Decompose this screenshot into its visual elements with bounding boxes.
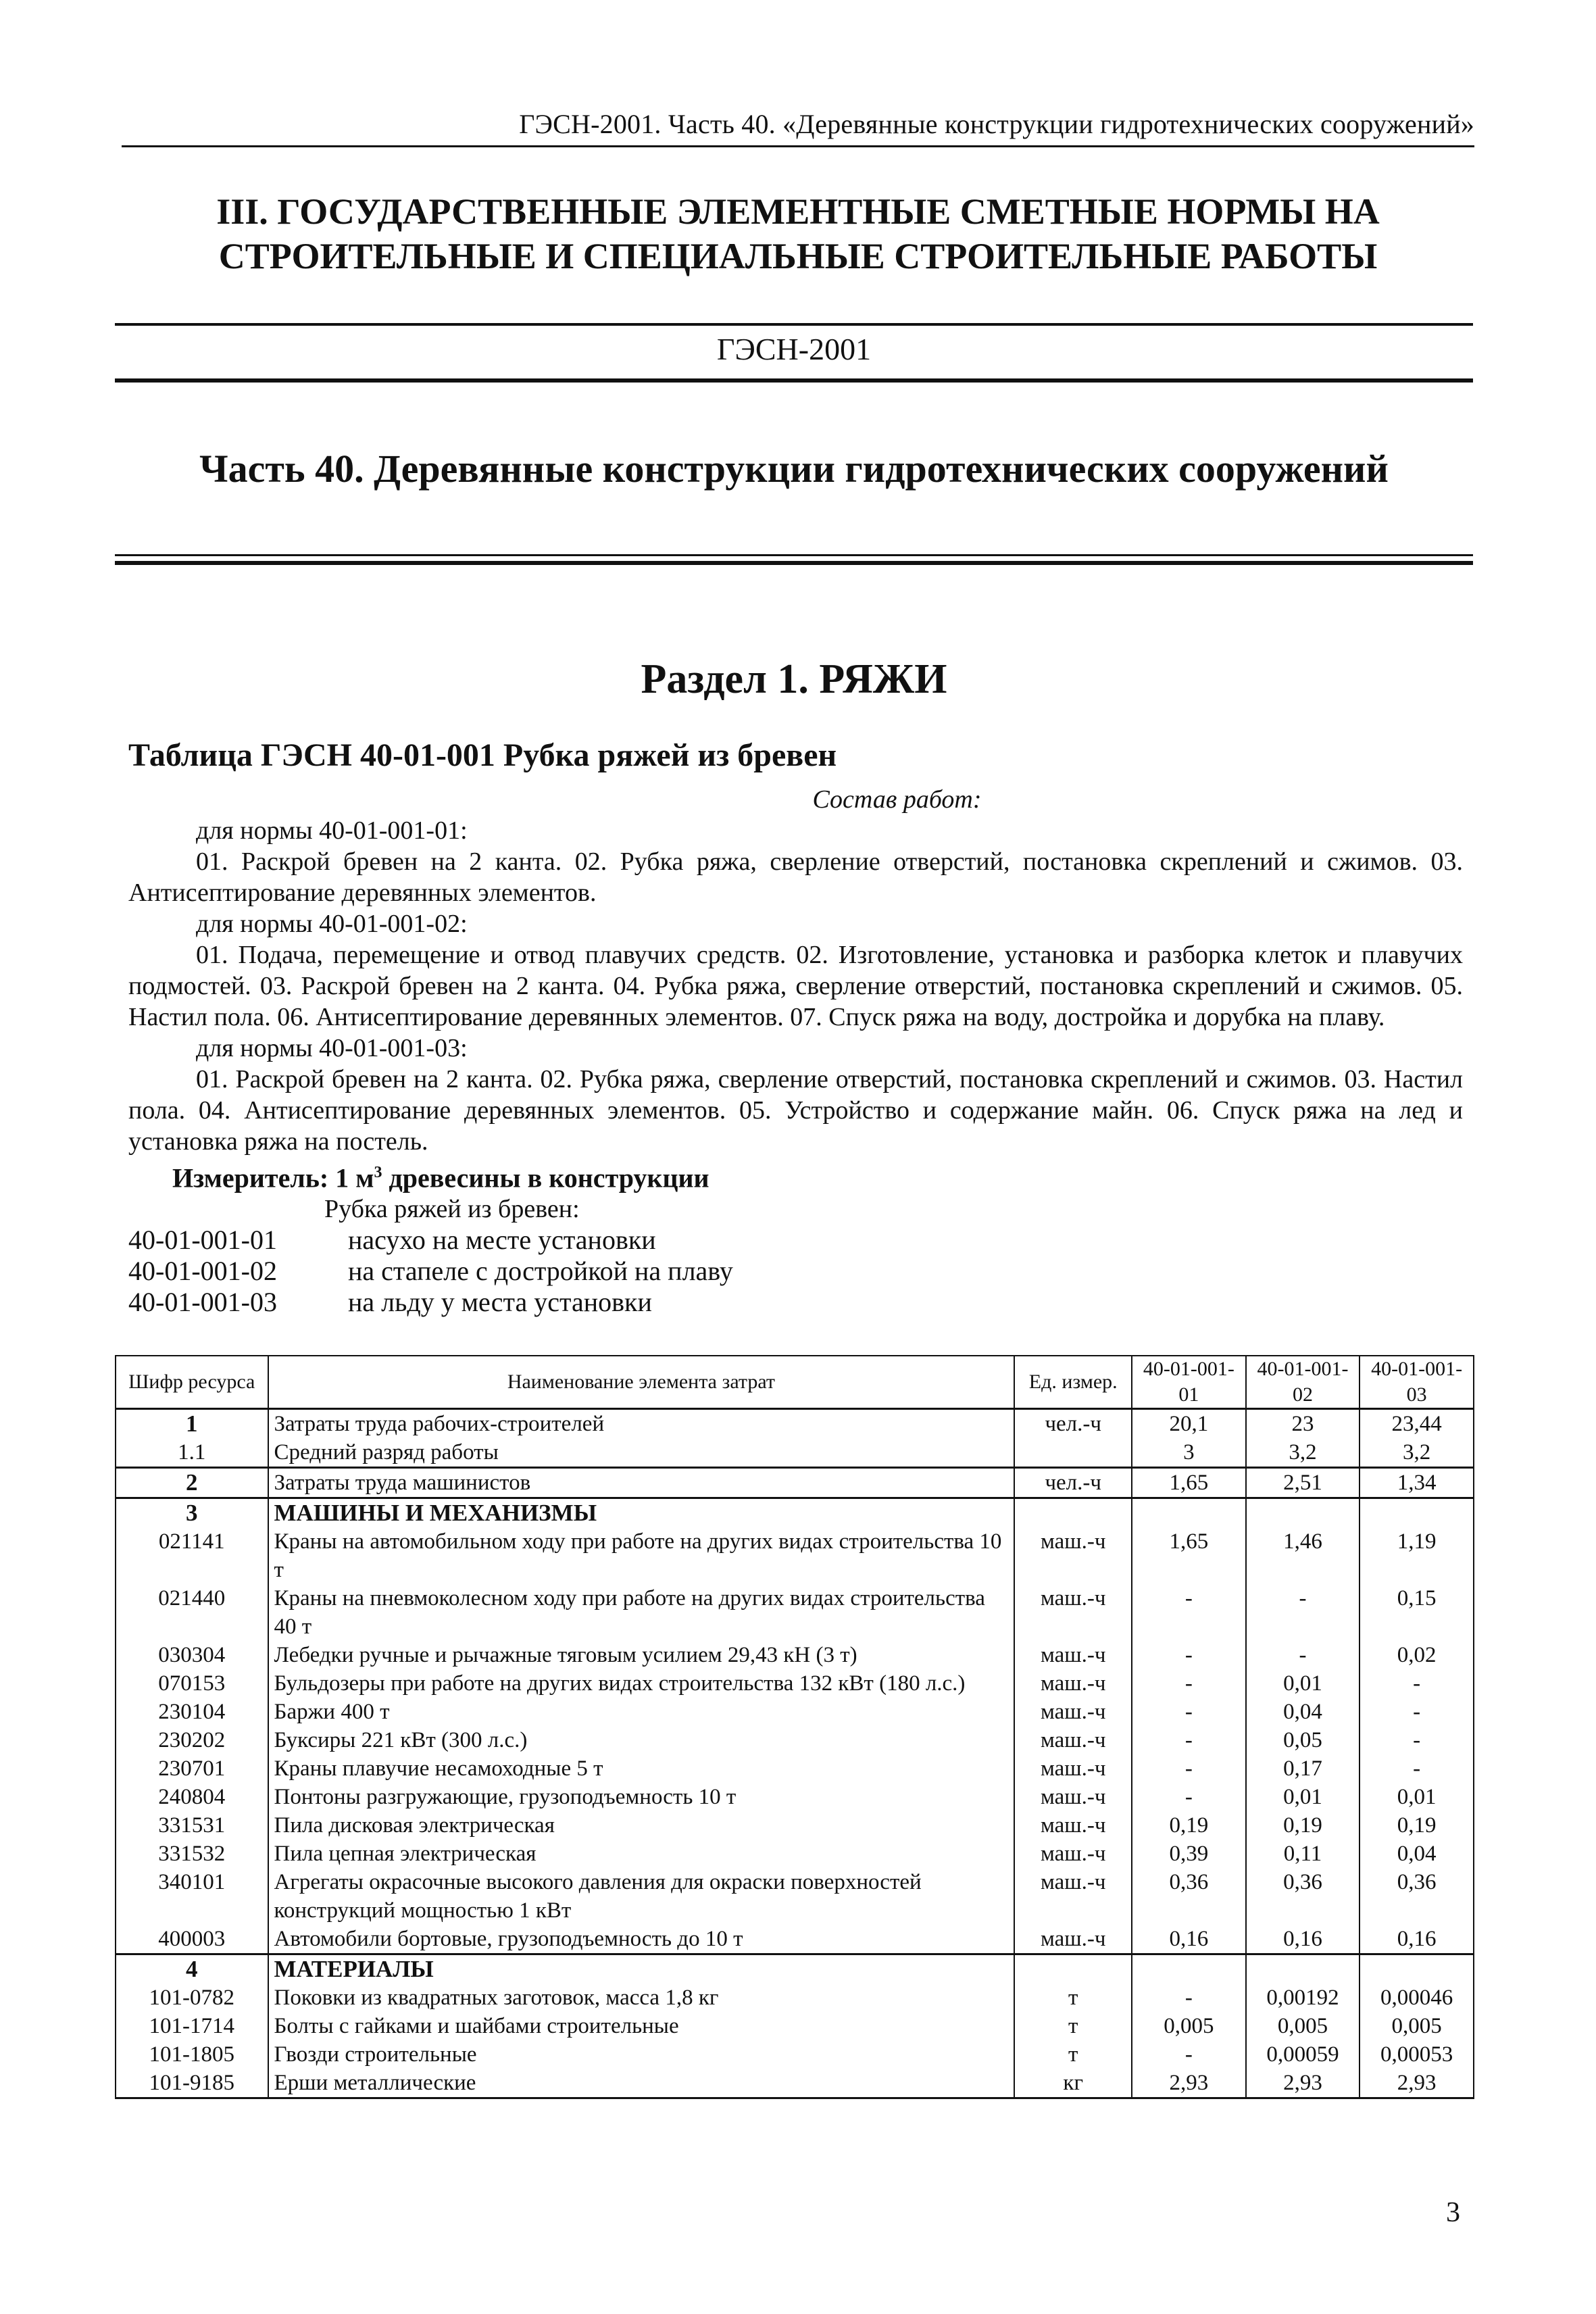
page-number: 3	[1446, 2197, 1460, 2228]
cell-value-1: 0,005	[1132, 2012, 1246, 2040]
norm-code-desc: насухо на месте установки	[348, 1225, 656, 1256]
cell-value-1: 3	[1132, 1438, 1246, 1468]
cell-value-1: -	[1132, 1698, 1246, 1726]
cell-code: 021141	[116, 1527, 268, 1584]
cell-unit: маш.-ч	[1014, 1698, 1132, 1726]
table-row	[116, 2012, 1474, 2040]
table-row	[116, 1754, 1474, 1783]
table-header-row	[116, 1356, 1474, 1409]
header-name: Наименование элемента затрат	[268, 1356, 1015, 1409]
cell-code: 1	[116, 1409, 268, 1439]
cell-code: 230202	[116, 1726, 268, 1754]
cell-name: МАШИНЫ И МЕХАНИЗМЫ	[268, 1498, 1015, 1528]
cell-value-3: 0,15	[1360, 1584, 1474, 1641]
cell-value-2: 0,00192	[1246, 1984, 1360, 2012]
header-col-2: 40-01-001-02	[1246, 1356, 1360, 1409]
cell-code: 230701	[116, 1754, 268, 1783]
table-row	[116, 1669, 1474, 1698]
cell-value-1: 1,65	[1132, 1527, 1246, 1584]
cell-unit: маш.-ч	[1014, 1783, 1132, 1811]
table-row	[116, 2069, 1474, 2098]
cell-value-2	[1246, 1954, 1360, 1984]
cell-unit: т	[1014, 2040, 1132, 2069]
cell-value-2	[1246, 1498, 1360, 1528]
cell-value-2: 0,01	[1246, 1783, 1360, 1811]
table-row	[116, 1811, 1474, 1840]
cell-unit: кг	[1014, 2069, 1132, 2098]
table-row	[116, 1925, 1474, 1954]
measurer	[128, 1157, 1463, 1193]
norm-label: для нормы 40-01-001-02:	[196, 910, 468, 938]
cell-value-2: -	[1246, 1641, 1360, 1669]
cell-code: 030304	[116, 1641, 268, 1669]
header-col-1: 40-01-001-01	[1132, 1356, 1246, 1409]
table-row	[116, 1498, 1474, 1528]
cell-unit: маш.-ч	[1014, 1754, 1132, 1783]
cell-value-3: -	[1360, 1726, 1474, 1754]
cell-name: Агрегаты окрасочные высокого давления для окраски поверхностей конструкций мощностью 1 кВт	[268, 1868, 1015, 1925]
cell-value-2: 1,46	[1246, 1527, 1360, 1584]
part-title-line-1: III. ГОСУДАРСТВЕННЫЕ ЭЛЕМЕНТНЫЕ СМЕТНЫЕ НОРМЫ НА	[216, 191, 1380, 232]
table-row	[116, 1840, 1474, 1868]
cell-value-1: 0,19	[1132, 1811, 1246, 1840]
norm-code: 40-01-001-03	[128, 1287, 277, 1318]
cell-value-3: 0,04	[1360, 1840, 1474, 1868]
cell-value-1: -	[1132, 1726, 1246, 1754]
table-row	[116, 1527, 1474, 1584]
cell-code: 070153	[116, 1669, 268, 1698]
cell-name: Краны плавучие несамоходные 5 т	[268, 1754, 1015, 1783]
cell-value-1: 2,93	[1132, 2069, 1246, 2098]
cell-value-2: 2,93	[1246, 2069, 1360, 2098]
cell-value-1: 0,39	[1132, 1840, 1246, 1868]
cell-value-3: 0,02	[1360, 1641, 1474, 1669]
cell-value-3: 0,36	[1360, 1868, 1474, 1925]
running-head: ГЭСН-2001. Часть 40. «Деревянные конструкции гидротехнических сооружений»	[122, 108, 1474, 147]
cell-value-3: 23,44	[1360, 1409, 1474, 1439]
cell-value-1: -	[1132, 2040, 1246, 2069]
cell-name: МАТЕРИАЛЫ	[268, 1954, 1015, 1984]
cell-name: Понтоны разгружающие, грузоподъемность 10 т	[268, 1783, 1015, 1811]
cell-unit: т	[1014, 1984, 1132, 2012]
cell-unit: маш.-ч	[1014, 1840, 1132, 1868]
cell-value-2: 0,005	[1246, 2012, 1360, 2040]
cell-unit: чел.-ч	[1014, 1468, 1132, 1498]
table-row	[116, 1783, 1474, 1811]
cell-unit: т	[1014, 2012, 1132, 2040]
cell-unit	[1014, 1498, 1132, 1528]
cost-table	[115, 1355, 1474, 2099]
cell-value-2: 0,00059	[1246, 2040, 1360, 2069]
cell-value-3: 1,19	[1360, 1527, 1474, 1584]
cell-code: 230104	[116, 1698, 268, 1726]
cell-code: 4	[116, 1954, 268, 1984]
cell-name: Гвозди строительные	[268, 2040, 1015, 2069]
part-title-line-2: СТРОИТЕЛЬНЫЕ И СПЕЦИАЛЬНЫЕ СТРОИТЕЛЬНЫЕ РАБОТЫ	[218, 236, 1378, 276]
norm-text: 01. Раскрой бревен на 2 канта. 02. Рубка ряжа, сверление отверстий, постановка скреплений и сжимов. 03. Настил пола. 04. Антисептирование деревянных элементов. 05. Устройство и содержание майн. 06. Спуск ряжа на лед и установка ряжа на постель.	[128, 1065, 1463, 1156]
norm-text: 01. Подача, перемещение и отвод плавучих средств. 02. Изготовление, установка и разборка клеток и плавучих подмостей. 03. Раскрой бревен на 2 канта. 04. Рубка ряжа, сверление отверстий, постановка скреплений и сжимов. 05. Настил пола. 06. Антисептирование деревянных элементов. 07. Спуск ряжа на воду, достройка и дорубка на плаву.	[128, 941, 1463, 1031]
cell-code: 021440	[116, 1584, 268, 1641]
cell-code: 101-1805	[116, 2040, 268, 2069]
cell-value-3: 0,00046	[1360, 1984, 1474, 2012]
header-code: Шифр ресурса	[116, 1356, 268, 1409]
composition-label: Состав работ:	[812, 785, 982, 814]
cell-unit: маш.-ч	[1014, 1669, 1132, 1698]
cell-value-1: 0,16	[1132, 1925, 1246, 1954]
cell-value-1: -	[1132, 1783, 1246, 1811]
divider	[115, 561, 1473, 565]
cell-value-2: 0,11	[1246, 1840, 1360, 1868]
norm-code-row	[128, 1287, 1463, 1318]
cell-value-2: 0,36	[1246, 1868, 1360, 1925]
table-row	[116, 1468, 1474, 1498]
table-row	[116, 2040, 1474, 2069]
cell-value-1: -	[1132, 1669, 1246, 1698]
cell-unit: маш.-ч	[1014, 1641, 1132, 1669]
cell-unit: маш.-ч	[1014, 1527, 1132, 1584]
cell-value-1	[1132, 1498, 1246, 1528]
cell-name: Средний разряд работы	[268, 1438, 1015, 1468]
cell-value-3: 0,16	[1360, 1925, 1474, 1954]
cell-name: Пила дисковая электрическая	[268, 1811, 1015, 1840]
cell-value-1: -	[1132, 1641, 1246, 1669]
cell-value-1	[1132, 1954, 1246, 1984]
cell-value-3: -	[1360, 1698, 1474, 1726]
norm-label: для нормы 40-01-001-01:	[196, 816, 468, 845]
cell-value-2: 0,19	[1246, 1811, 1360, 1840]
section-heading: Раздел 1. РЯЖИ	[641, 656, 947, 702]
table-body	[116, 1409, 1474, 2098]
cell-value-1: 0,36	[1132, 1868, 1246, 1925]
norm-text: 01. Раскрой бревен на 2 канта. 02. Рубка ряжа, сверление отверстий, постановка скреплений и сжимов. 03. Антисептирование деревянных элементов.	[128, 847, 1463, 907]
cell-name: Затраты труда рабочих-строителей	[268, 1409, 1015, 1439]
table-row	[116, 1954, 1474, 1984]
cell-unit: маш.-ч	[1014, 1925, 1132, 1954]
cell-value-3: 0,005	[1360, 2012, 1474, 2040]
table-row	[116, 1438, 1474, 1468]
cell-unit: чел.-ч	[1014, 1409, 1132, 1439]
cell-value-2: 3,2	[1246, 1438, 1360, 1468]
cell-unit: маш.-ч	[1014, 1811, 1132, 1840]
norm-label: для нормы 40-01-001-03:	[196, 1034, 468, 1062]
cell-name: Поковки из квадратных заготовок, масса 1,8 кг	[268, 1984, 1015, 2012]
cell-name: Баржи 400 т	[268, 1698, 1015, 1726]
divider	[115, 378, 1473, 383]
cell-name: Краны на пневмоколесном ходу при работе на других видах строительства 40 т	[268, 1584, 1015, 1641]
norm-code-row	[128, 1225, 1463, 1256]
norm-code-desc: на льду у места установки	[348, 1287, 652, 1318]
work-composition	[128, 784, 1463, 1318]
cell-code: 101-1714	[116, 2012, 268, 2040]
cell-unit: маш.-ч	[1014, 1726, 1132, 1754]
cell-code: 2	[116, 1468, 268, 1498]
cell-value-2: -	[1246, 1584, 1360, 1641]
cell-value-2: 2,51	[1246, 1468, 1360, 1498]
cell-value-1: 1,65	[1132, 1468, 1246, 1498]
table-row	[116, 1868, 1474, 1925]
table-row	[116, 1698, 1474, 1726]
table-row	[116, 1726, 1474, 1754]
cell-name: Бульдозеры при работе на других видах строительства 132 кВт (180 л.с.)	[268, 1669, 1015, 1698]
cell-unit: маш.-ч	[1014, 1868, 1132, 1925]
norm-code: 40-01-001-01	[128, 1225, 277, 1256]
cell-value-2: 0,16	[1246, 1925, 1360, 1954]
table-title: Таблица ГЭСН 40-01-001 Рубка ряжей из бревен	[128, 737, 837, 773]
norm-subtitle: Рубка ряжей из бревен:	[324, 1195, 580, 1224]
divider	[115, 323, 1473, 326]
cell-name: Буксиры 221 кВт (300 л.с.)	[268, 1726, 1015, 1754]
table-row	[116, 1409, 1474, 1439]
part-title	[135, 189, 1461, 278]
header-unit: Ед. измер.	[1014, 1356, 1132, 1409]
measurer-suffix: древесины в конструкции	[382, 1162, 709, 1193]
cell-code: 240804	[116, 1783, 268, 1811]
table-row	[116, 1641, 1474, 1669]
cell-value-2: 0,05	[1246, 1726, 1360, 1754]
cell-name: Болты с гайками и шайбами строительные	[268, 2012, 1015, 2040]
part-heading: Часть 40. Деревянные конструкции гидротехнических сооружений	[199, 447, 1389, 491]
cell-value-2: 0,01	[1246, 1669, 1360, 1698]
cell-code: 1.1	[116, 1438, 268, 1468]
cell-value-3: 3,2	[1360, 1438, 1474, 1468]
table-row	[116, 1584, 1474, 1641]
cell-value-3	[1360, 1954, 1474, 1984]
cell-value-3: -	[1360, 1754, 1474, 1783]
cell-code: 101-9185	[116, 2069, 268, 2098]
cell-value-2: 0,17	[1246, 1754, 1360, 1783]
cell-value-3: 0,00053	[1360, 2040, 1474, 2069]
cell-value-3: 0,01	[1360, 1783, 1474, 1811]
divider	[115, 554, 1473, 556]
cell-unit	[1014, 1954, 1132, 1984]
cell-value-3: 2,93	[1360, 2069, 1474, 2098]
header-col-3: 40-01-001-03	[1360, 1356, 1474, 1409]
cell-code: 331532	[116, 1840, 268, 1868]
cell-name: Автомобили бортовые, грузоподъемность до 10 т	[268, 1925, 1015, 1954]
cell-value-1: -	[1132, 1584, 1246, 1641]
gesn-label: ГЭСН-2001	[716, 332, 872, 366]
measurer-sup: 3	[374, 1164, 382, 1181]
cell-name: Ерши металлические	[268, 2069, 1015, 2098]
table-row	[116, 1984, 1474, 2012]
cell-unit	[1014, 1438, 1132, 1468]
cell-code: 400003	[116, 1925, 268, 1954]
cell-value-2: 0,04	[1246, 1698, 1360, 1726]
cell-value-2: 23	[1246, 1409, 1360, 1439]
cell-name: Лебедки ручные и рычажные тяговым усилием 29,43 кН (3 т)	[268, 1641, 1015, 1669]
cell-code: 331531	[116, 1811, 268, 1840]
cell-code: 3	[116, 1498, 268, 1528]
cell-name: Затраты труда машинистов	[268, 1468, 1015, 1498]
norm-code-desc: на стапеле с достройкой на плаву	[348, 1256, 733, 1287]
cell-unit: маш.-ч	[1014, 1584, 1132, 1641]
cell-value-3: -	[1360, 1669, 1474, 1698]
cell-value-3: 0,19	[1360, 1811, 1474, 1840]
cell-value-3: 1,34	[1360, 1468, 1474, 1498]
cell-name: Пила цепная электрическая	[268, 1840, 1015, 1868]
cell-code: 101-0782	[116, 1984, 268, 2012]
cell-value-3	[1360, 1498, 1474, 1528]
cell-code: 340101	[116, 1868, 268, 1925]
norm-code: 40-01-001-02	[128, 1256, 277, 1287]
norm-code-row	[128, 1256, 1463, 1287]
cell-value-1: -	[1132, 1754, 1246, 1783]
cell-name: Краны на автомобильном ходу при работе на других видах строительства 10 т	[268, 1527, 1015, 1584]
cell-value-1: 20,1	[1132, 1409, 1246, 1439]
cell-value-1: -	[1132, 1984, 1246, 2012]
measurer-prefix: Измеритель: 1 м	[172, 1162, 374, 1193]
